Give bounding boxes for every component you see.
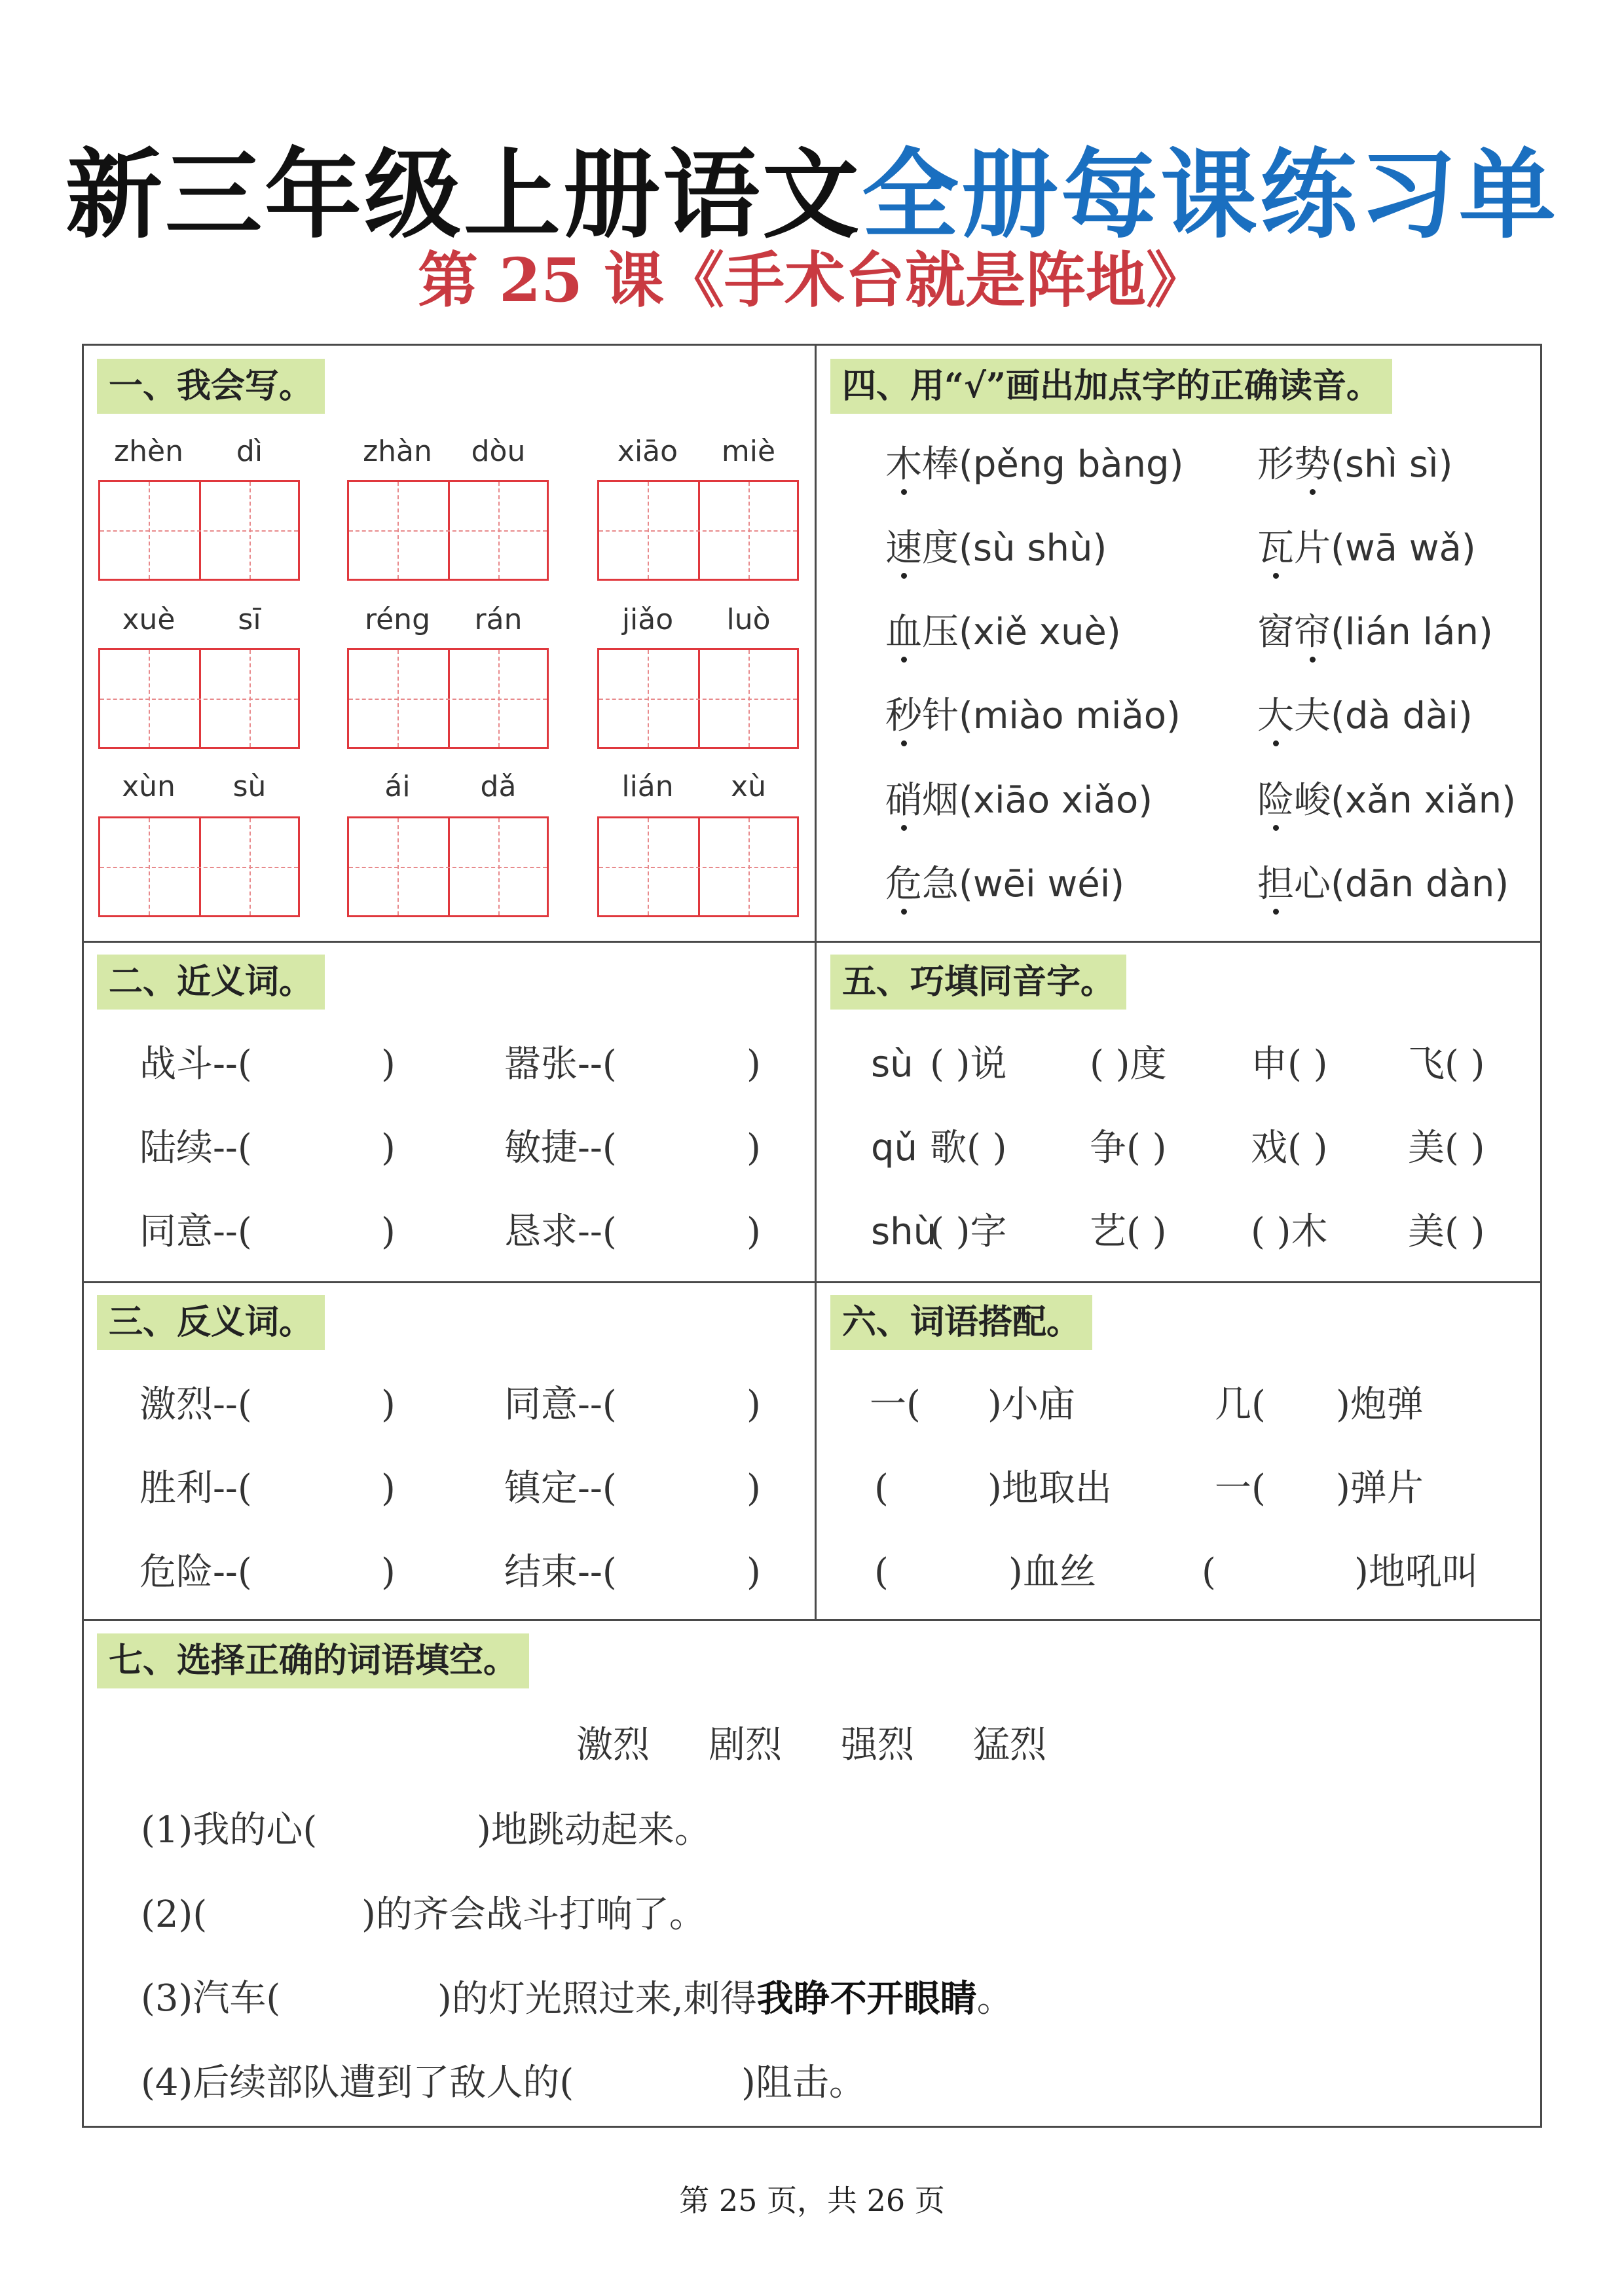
grid-guide-line — [100, 699, 298, 700]
writing-grid[interactable] — [347, 480, 549, 581]
homophone-blank[interactable]: 戏( ) — [1251, 1127, 1328, 1169]
sentence-3-a: (3)汽车( — [141, 1977, 281, 2020]
collocation-word: )血丝 — [1008, 1551, 1096, 1594]
writing-grid[interactable] — [347, 648, 549, 749]
grid-guide-line — [498, 482, 500, 579]
s2-word: 嚣张--( — [504, 1043, 617, 1085]
section2-header: 二、近义词。 — [97, 955, 325, 1010]
s2-answer-close[interactable]: ) — [381, 1043, 396, 1085]
grid-guide-line — [648, 650, 649, 747]
grid-guide-line — [748, 650, 750, 747]
row-divider-1 — [82, 941, 1542, 943]
collocation-open[interactable]: 几( — [1215, 1383, 1266, 1426]
s2-answer-close[interactable]: ) — [747, 1127, 761, 1169]
collocation-word: )地取出 — [987, 1467, 1112, 1510]
row-divider-3 — [82, 1619, 1542, 1621]
choice-1: 激烈 — [576, 1724, 650, 1766]
choice-4: 猛烈 — [973, 1724, 1046, 1766]
homophone-blank[interactable]: ( )度 — [1090, 1043, 1167, 1085]
title-part2: 全册每课练习单 — [862, 137, 1559, 251]
pinyin-label: xuè — [122, 603, 175, 636]
grid-guide-line — [748, 482, 750, 579]
homophone-pinyin: sù — [871, 1043, 913, 1085]
s3-answer-close[interactable]: ) — [747, 1467, 761, 1510]
writing-grid[interactable] — [597, 816, 799, 917]
grid-guide-line — [249, 818, 251, 915]
collocation-open[interactable]: 一( — [870, 1383, 921, 1426]
pinyin-label: luò — [726, 603, 771, 636]
s3-word: 镇定--( — [504, 1467, 617, 1510]
pinyin-label: xiāo — [617, 435, 678, 468]
homophone-blank[interactable]: ( )木 — [1251, 1211, 1328, 1253]
pinyin-label: réng — [364, 603, 430, 636]
grid-guide-line — [349, 699, 547, 700]
pinyin-label: jiǎo — [621, 603, 674, 636]
s2-word: 恳求--( — [504, 1211, 617, 1253]
s3-word: 同意--( — [504, 1383, 617, 1426]
homophone-pinyin: qǔ — [871, 1127, 918, 1169]
s4-item-11: 危急(wēi wéi) — [885, 863, 1125, 905]
s3-word: 激烈--( — [139, 1383, 252, 1426]
grid-guide-line — [249, 482, 251, 579]
s2-word: 敏捷--( — [504, 1127, 617, 1169]
pinyin-label: dòu — [471, 435, 526, 468]
collocation-open[interactable]: ( — [874, 1551, 889, 1594]
choice-3: 强烈 — [841, 1724, 914, 1766]
sentence-4-a: (4)后续部队遭到了敌人的( — [141, 2062, 574, 2104]
s4-item-12: 担心(dān dàn) — [1257, 863, 1509, 905]
s2-answer-close[interactable]: ) — [747, 1211, 761, 1253]
s4-item-1: 木棒(pěng bàng) — [885, 443, 1184, 486]
pinyin-label: xùn — [122, 770, 175, 803]
section3-header: 三、反义词。 — [97, 1295, 325, 1350]
s4-item-9: 硝烟(xiāo xiǎo) — [885, 779, 1153, 822]
choice-2: 剧烈 — [709, 1724, 782, 1766]
grid-guide-line — [349, 867, 547, 868]
s4-item-3: 速度(sù shù) — [885, 527, 1107, 570]
pinyin-label: rán — [474, 603, 523, 636]
page-footer: 第 25 页，共 26 页 — [679, 2183, 945, 2218]
pinyin-label: zhèn — [114, 435, 183, 468]
grid-guide-line — [149, 482, 150, 579]
section6-header: 六、词语搭配。 — [830, 1295, 1092, 1350]
sentence-2-a: (2)( — [141, 1893, 208, 1936]
s3-answer-close[interactable]: ) — [381, 1383, 396, 1426]
s3-word: 结束--( — [504, 1551, 617, 1594]
grid-guide-line — [498, 650, 500, 747]
pinyin-label: ái — [384, 770, 411, 803]
collocation-word: )弹片 — [1336, 1467, 1424, 1510]
s3-answer-close[interactable]: ) — [747, 1551, 761, 1594]
column-divider — [815, 344, 817, 1620]
homophone-blank[interactable]: 美( ) — [1408, 1211, 1485, 1253]
pinyin-label: sī — [238, 603, 261, 636]
writing-grid[interactable] — [98, 480, 300, 581]
grid-guide-line — [397, 482, 399, 579]
s4-item-2: 形势(shì sì) — [1257, 443, 1453, 486]
sentence-1-a: (1)我的心( — [141, 1809, 318, 1851]
grid-guide-line — [397, 650, 399, 747]
grid-guide-line — [599, 530, 797, 532]
s2-word: 陆续--( — [139, 1127, 252, 1169]
collocation-open[interactable]: ( — [874, 1467, 889, 1510]
s2-word: 战斗--( — [139, 1043, 252, 1085]
pinyin-label: sù — [232, 770, 267, 803]
grid-guide-line — [397, 818, 399, 915]
s3-word: 胜利--( — [139, 1467, 252, 1510]
pinyin-label: dì — [236, 435, 263, 468]
s2-answer-close[interactable]: ) — [381, 1211, 396, 1253]
grid-guide-line — [599, 867, 797, 868]
s3-answer-close[interactable]: ) — [747, 1383, 761, 1426]
homophone-blank[interactable]: 申( ) — [1251, 1043, 1328, 1085]
sentence-4-b: )阻击。 — [741, 2062, 866, 2104]
collocation-open[interactable]: 一( — [1215, 1467, 1266, 1510]
homophone-blank[interactable]: 争( ) — [1090, 1127, 1167, 1169]
section5-header: 五、巧填同音字。 — [830, 955, 1126, 1010]
grid-guide-line — [648, 818, 649, 915]
s2-answer-close[interactable]: ) — [747, 1043, 761, 1085]
s4-item-7: 秒针(miào miǎo) — [885, 695, 1181, 737]
writing-grid[interactable] — [98, 648, 300, 749]
writing-grid[interactable] — [597, 480, 799, 581]
writing-grid[interactable] — [347, 816, 549, 917]
row-divider-2 — [82, 1281, 1542, 1283]
homophone-blank[interactable]: ( )字 — [930, 1211, 1007, 1253]
section7-header: 七、选择正确的词语填空。 — [97, 1633, 529, 1688]
s2-answer-close[interactable]: ) — [381, 1127, 396, 1169]
s3-answer-close[interactable]: ) — [381, 1467, 396, 1510]
sentence-2-b: )的齐会战斗打响了。 — [361, 1893, 706, 1936]
grid-guide-line — [100, 867, 298, 868]
s3-answer-close[interactable]: ) — [381, 1551, 396, 1594]
collocation-word: )小庙 — [987, 1383, 1075, 1426]
grid-guide-line — [648, 482, 649, 579]
lesson-subtitle: 第 25 课《手术台就是阵地》 — [417, 245, 1207, 316]
grid-guide-line — [498, 818, 500, 915]
homophone-blank[interactable]: 艺( ) — [1090, 1211, 1167, 1253]
homophone-blank[interactable]: 美( ) — [1408, 1127, 1485, 1169]
collocation-open[interactable]: ( — [1202, 1551, 1216, 1594]
grid-guide-line — [100, 530, 298, 532]
grid-guide-line — [149, 650, 150, 747]
sentence-3-b: )的灯光照过来,刺得我睁不开眼睛。 — [437, 1977, 1014, 2020]
pinyin-label: lián — [621, 770, 674, 803]
grid-guide-line — [249, 650, 251, 747]
homophone-pinyin: shù — [871, 1211, 937, 1253]
grid-guide-line — [599, 699, 797, 700]
grid-guide-line — [748, 818, 750, 915]
homophone-blank[interactable]: ( )说 — [930, 1043, 1007, 1085]
collocation-word: )炮弹 — [1336, 1383, 1424, 1426]
s4-item-6: 窗帘(lián lán) — [1257, 611, 1493, 653]
pinyin-label: zhàn — [363, 435, 432, 468]
section1-header: 一、我会写。 — [97, 359, 325, 414]
s3-word: 危险--( — [139, 1551, 252, 1594]
collocation-word: )地吼叫 — [1354, 1551, 1479, 1594]
writing-grid[interactable] — [597, 648, 799, 749]
writing-grid[interactable] — [98, 816, 300, 917]
sentence-1-b: )地跳动起来。 — [477, 1809, 711, 1851]
section4-header: 四、用“√”画出加点字的正确读音。 — [830, 359, 1392, 414]
homophone-blank[interactable]: 歌( ) — [930, 1127, 1007, 1169]
s4-item-5: 血压(xiě xuè) — [885, 611, 1121, 653]
homophone-blank[interactable]: 飞( ) — [1408, 1043, 1485, 1085]
grid-guide-line — [349, 530, 547, 532]
s4-item-4: 瓦片(wā wǎ) — [1257, 527, 1476, 570]
grid-guide-line — [149, 818, 150, 915]
s2-word: 同意--( — [139, 1211, 252, 1253]
s4-item-8: 大夫(dà dài) — [1257, 695, 1473, 737]
pinyin-label: miè — [721, 435, 776, 468]
title-part1: 新三年级上册语文 — [65, 137, 862, 251]
pinyin-label: xù — [731, 770, 766, 803]
s4-item-10: 险峻(xǎn xiǎn) — [1257, 779, 1516, 822]
pinyin-label: dǎ — [480, 770, 517, 803]
